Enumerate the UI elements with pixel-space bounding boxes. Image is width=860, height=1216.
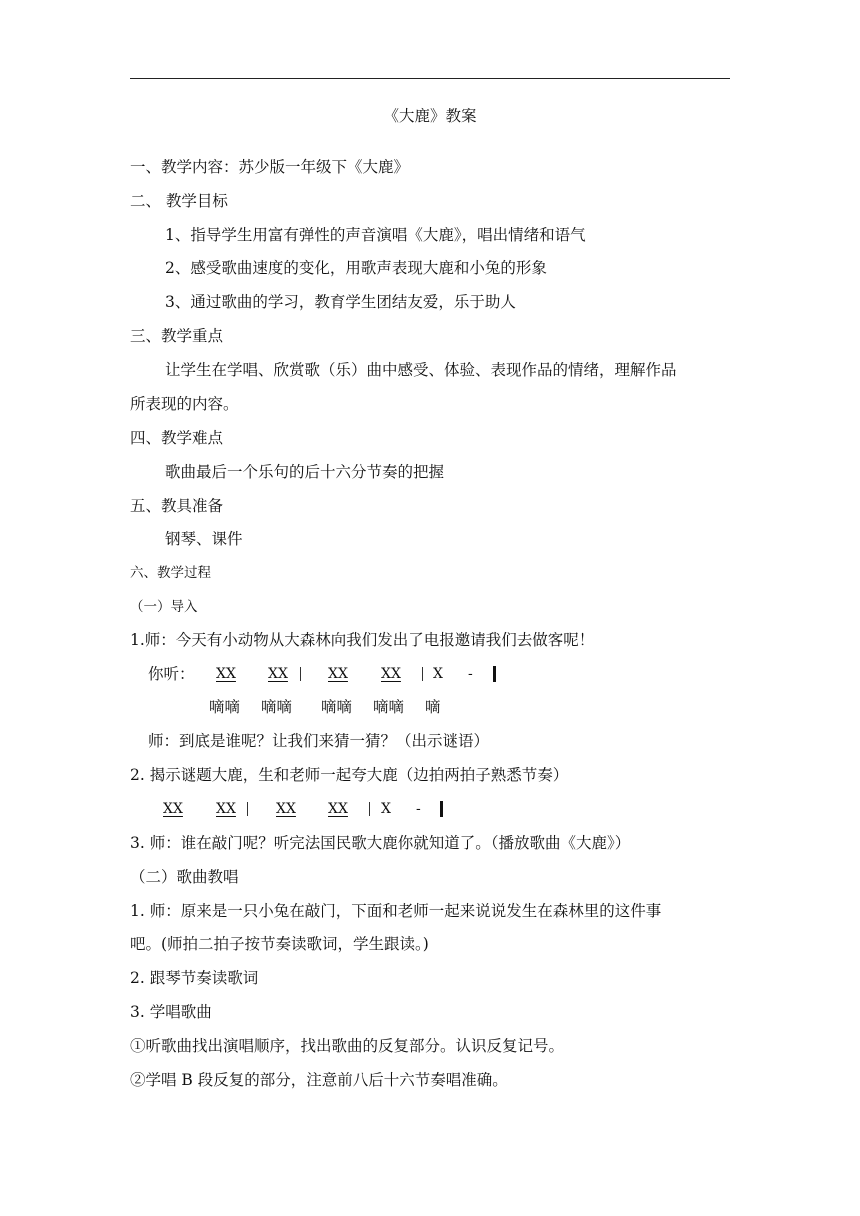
rhythm-xx: XX <box>163 801 183 817</box>
part-1-heading: （一）导入 <box>130 599 198 615</box>
rhythm-xx: XX <box>268 666 288 682</box>
section-5-heading: 五、教具准备 <box>130 497 224 515</box>
rhythm-dash: - <box>468 666 473 682</box>
bar-line <box>422 667 423 681</box>
rhythm-x: X <box>433 666 443 682</box>
syllable: 嘀嘀 <box>373 698 405 716</box>
syllable: 嘀嘀 <box>261 698 293 716</box>
bar-line <box>369 802 370 816</box>
rhythm-xx: XX <box>216 666 236 682</box>
syllable: 嘀嘀 <box>321 698 353 716</box>
section-6-heading: 六、教学过程 <box>130 565 211 581</box>
rhythm-xx: XX <box>328 666 348 682</box>
syllable: 嘀 <box>425 698 441 716</box>
sing-step-1-line-2: 吧。(师拍二拍子按节奏读歌词，学生跟读。) <box>130 935 429 953</box>
doc-title: 《大鹿》教案 <box>383 107 477 125</box>
sing-substep-1: ①听歌曲找出演唱顺序，找出歌曲的反复部分。认识反复记号。 <box>130 1037 565 1055</box>
header-rule <box>130 78 730 79</box>
section-2-heading: 二、 教学目标 <box>130 192 228 210</box>
tools-text: 钢琴、课件 <box>165 530 243 548</box>
bar-line <box>300 667 301 681</box>
section-4-heading: 四、教学难点 <box>130 429 224 447</box>
goal-1: 1、指导学生用富有弹性的声音演唱《大鹿》，唱出情绪和语气 <box>165 226 586 244</box>
listen-label: 你听： <box>148 665 195 683</box>
sing-step-3: 3. 学唱歌曲 <box>130 1003 212 1021</box>
sing-step-2: 2. 跟琴节奏读歌词 <box>130 969 259 987</box>
goal-3: 3、通过歌曲的学习，教育学生团结友爱，乐于助人 <box>165 293 516 311</box>
syllable: 嘀嘀 <box>209 698 241 716</box>
rhythm-xx: XX <box>381 666 401 682</box>
section-1-heading: 一、教学内容：苏少版一年级下《大鹿》 <box>130 158 410 176</box>
key-point-line-1: 让学生在学唱、欣赏歌（乐）曲中感受、体验、表现作品的情绪，理解作品 <box>165 361 677 379</box>
difficulty-text: 歌曲最后一个乐句的后十六分节奏的把握 <box>165 463 445 481</box>
step-2-text: 2. 揭示谜题大鹿，生和老师一起夸大鹿（边拍两拍子熟悉节奏） <box>130 766 569 784</box>
step-1-text: 1.师：今天有小动物从大森林向我们发出了电报邀请我们去做客呢！ <box>130 631 595 649</box>
rhythm-x: X <box>381 801 391 817</box>
end-bar-line <box>493 666 496 682</box>
rhythm-xx: XX <box>328 801 348 817</box>
teacher-question: 师：到底是谁呢？让我们来猜一猜？（出示谜语） <box>148 732 490 750</box>
part-2-heading: （二）歌曲教唱 <box>130 868 239 886</box>
sing-substep-2: ②学唱 B 段反复的部分，注意前八后十六节奏唱准确。 <box>130 1071 508 1089</box>
rhythm-xx: XX <box>276 801 296 817</box>
end-bar-line <box>440 801 443 817</box>
sing-step-1-line-1: 1. 师：原来是一只小兔在敲门，下面和老师一起来说说发生在森林里的这件事 <box>130 902 662 920</box>
step-3-text: 3. 师：谁在敲门呢？听完法国民歌大鹿你就知道了。（播放歌曲《大鹿》） <box>130 834 631 852</box>
section-3-heading: 三、教学重点 <box>130 327 224 345</box>
rhythm-dash: - <box>416 801 421 817</box>
bar-line <box>247 802 248 816</box>
goal-2: 2、感受歌曲速度的变化，用歌声表现大鹿和小兔的形象 <box>165 259 547 277</box>
key-point-line-2: 所表现的内容。 <box>130 395 239 413</box>
rhythm-xx: XX <box>216 801 236 817</box>
